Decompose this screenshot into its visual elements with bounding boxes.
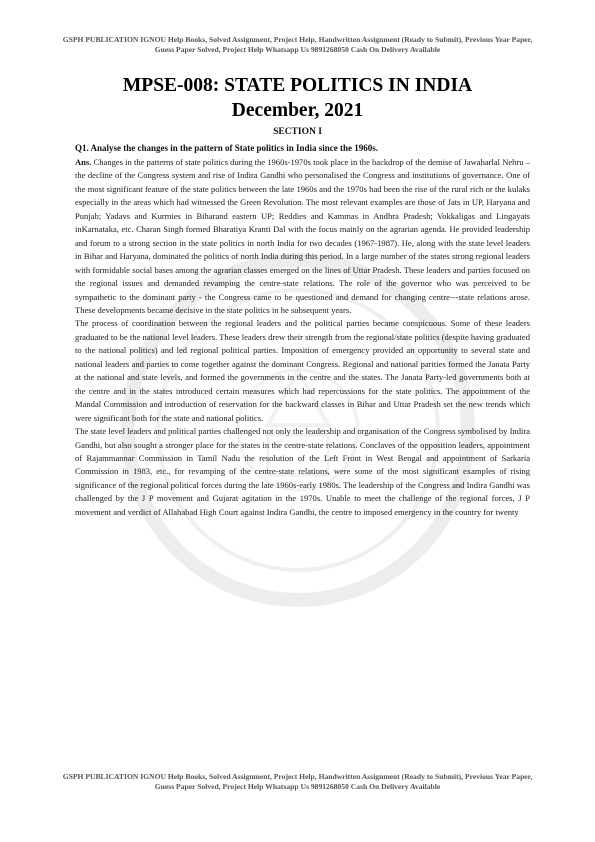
answer-paragraph-1-text: Changes in the patterns of state politics during the 1960s-1970s took place in the backdrop of the demise of Jawaharlal Nehru – the decline of the Congress system and rise of Indira Gandhi who personalised the Congress and institutions of governance. One of the most significant feature of the state politics between the late 1960s and the 1970s had been the rise of the rural rich or the kulaks especially in the areas which had witnessed the Green Revolution. The most relevant examples are those of Jats in UP, Haryana and Punjab; Yadavs and Kurmies in Biharand eastern UP; Reddies and Kammas in Andhra Pradesh; Vokkaligas and Lingayats inKarnataka, etc. Charan Singh formed Bharatiya Kranti Dal with the focus mainly on the agrarian agenda. He provided leadership and forum to a strong section in the state politics in north India for two decades (1967-1987). He, along with the state level leaders in Bihar and Haryana, dominated the politics of north India during this period. In a large number of the states strong regional leaders with formidable social bases among the agrarian classes emerged on the lines of Uttar Pradesh. These leaders and parties focused on the regional issues and demanded revamping the centre-state relations. The role of the governor who was perceived to be sympathetic to the dominant party - the Congress came to be questioned and demand for changing centre---state relations arose. These developments became decisive in the state politics in he subsequent years.	[75, 157, 530, 315]
answer-label: Ans.	[75, 157, 92, 167]
section-heading: SECTION I	[273, 127, 322, 137]
answer-paragraph-2: The process of coordination between the regional leaders and the political parties became conspicuous. Some of these leaders graduated to be the national level leaders. These leaders drew their strength from the regional/state politics (despite having graduated to the national politics) and led regional political parties. Imposition of emergency provided an opportunity to several state and national leaders and parties to come together against the dominant Congress. Regional and national parities formed the Janata Party at the national and state levels, and formed the governments in the centre and the states. The Janata Party-led governments both at the centre and in the states introduced certain measures which had repercussions for the state politics. The appointment of the Mandal Commission and introduction of reservation for the backward classes in Bihar and Uttar Pradesh set the new trends which were significant both for the state and national politics.	[75, 318, 530, 423]
document-title: MPSE-008: STATE POLITICS IN INDIA	[122, 75, 473, 96]
header-banner: GSPH PUBLICATION IGNOU Help Books, Solved Assignment, Project Help, Handwritten Assignment (Ready to Submit), Previous Year Paper, Guess Paper Solved, Project Help Whatsapp Us 9891268050 Cash On Delivery Available	[62, 35, 533, 54]
answer-body	[75, 156, 530, 519]
answer-paragraph-1	[75, 156, 530, 317]
answer-paragraph-3: The state level leaders and political parties challenged not only the leadership and organisation of the Congress symbolised by Indira Gandhi, but also sought a stronger place for the states in the centre-state relations. Conclaves of the opposition leaders, appointment of Rajammannar Commission in Tamil Nadu the resolution of the Left Front in West Bengal and appointment of Sarkaria Commission in 1983, etc., for revamping of the centre-state relations, were some of the most significant examples of rising significance of the regional political forces during the late 1960s-early 1980s. The leadership of the Congress and Indira Gandhi was challenged by the J P movement and Gujarat agitation in the 1970s. Unable to meet the challenge of the regional forces, J P movement and verdict of Allahabad High Court against Indira Gandhi, the centre to imposed emergency in the country for twenty	[75, 426, 530, 517]
document-subtitle: December, 2021	[231, 100, 364, 121]
question-text: Q1. Analyse the changes in the pattern of State politics in India since the 1960s.	[75, 143, 379, 153]
footer-banner: GSPH PUBLICATION IGNOU Help Books, Solved Assignment, Project Help, Handwritten Assignment (Ready to Submit), Previous Year Paper, Guess Paper Solved, Project Help Whatsapp Us 9891268050 Cash On Delivery Available	[62, 772, 533, 791]
